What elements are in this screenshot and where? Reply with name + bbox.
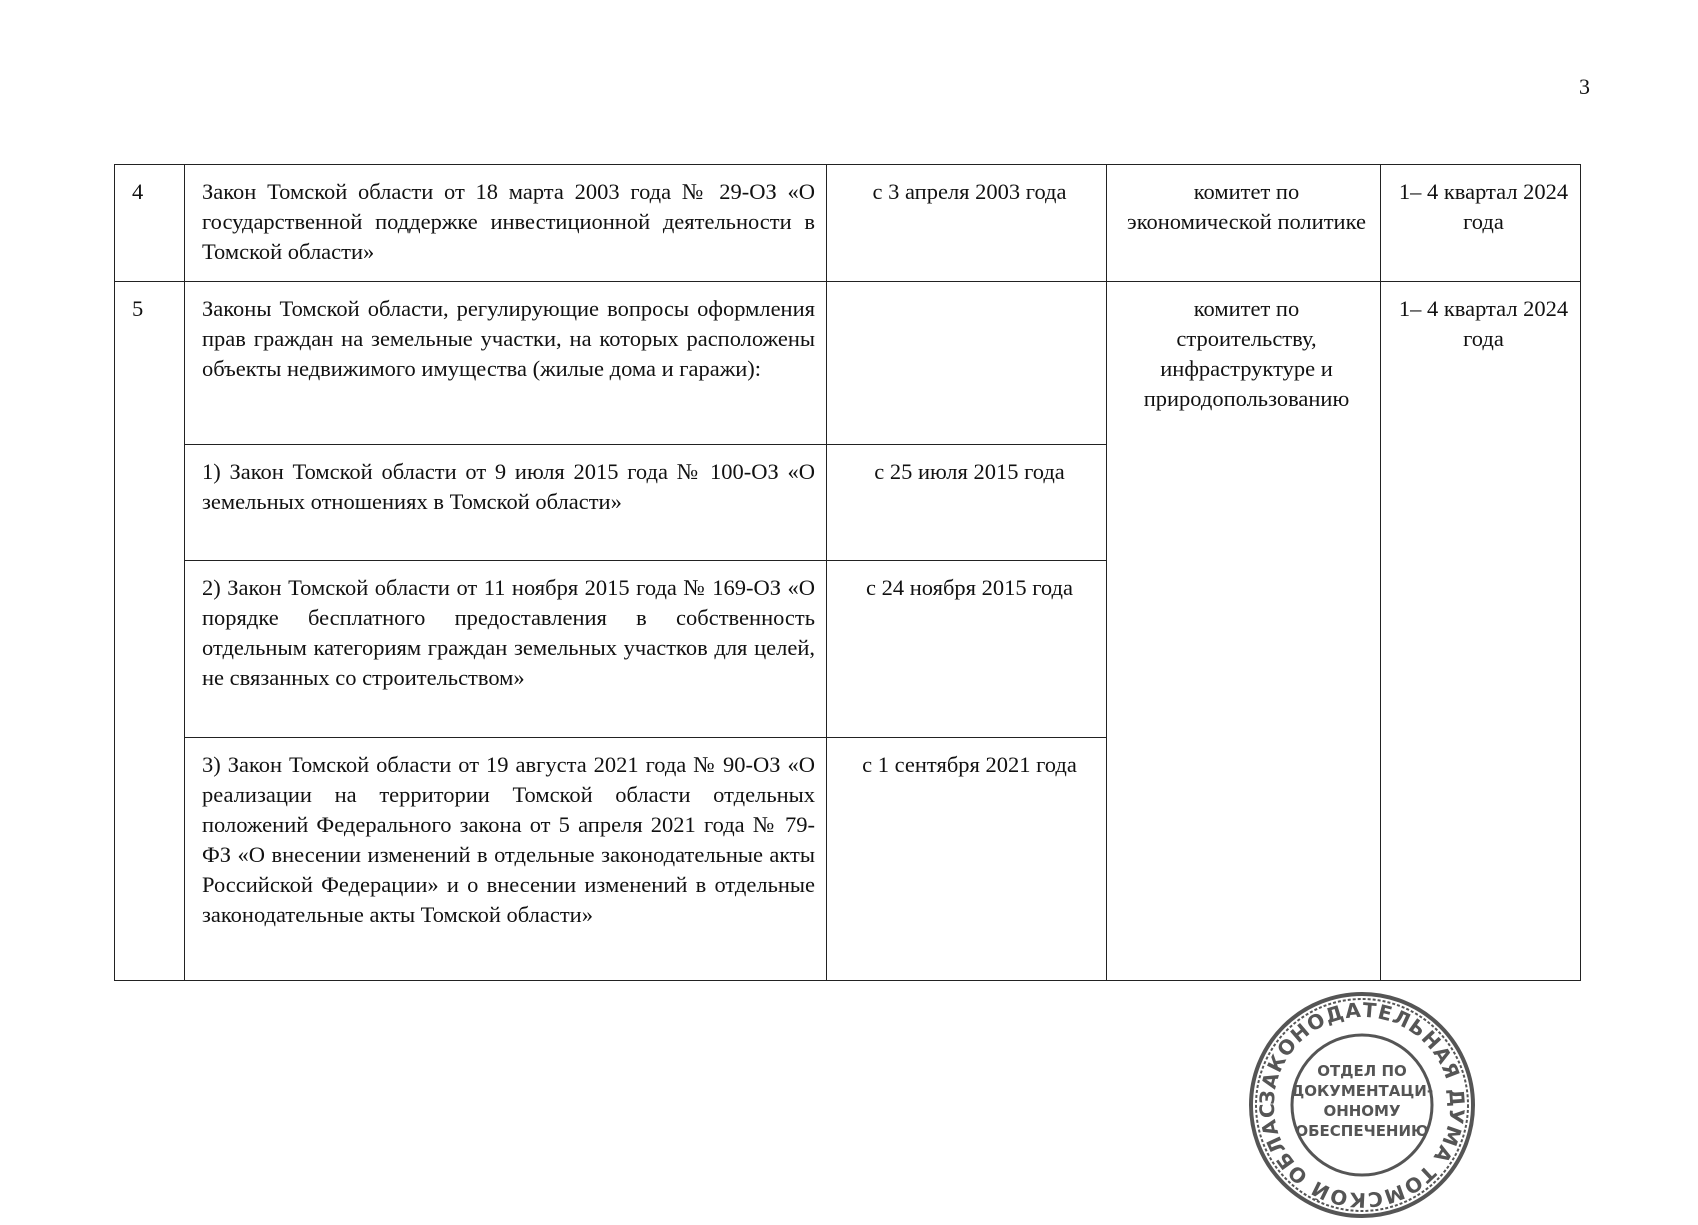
stamp-center-line: ДОКУМЕНТАЦИ- xyxy=(1290,1082,1434,1100)
effective-date: с 25 июля 2015 года xyxy=(827,445,1107,561)
law-title: 1) Закон Томской области от 9 июля 2015 года № 100-ОЗ «О земельных отношениях в Томской области» xyxy=(185,445,827,561)
stamp-seal-icon xyxy=(1247,990,1477,1220)
law-title: 2) Закон Томской области от 11 ноября 2015 года № 169-ОЗ «О порядке бесплатного предоставления в собственность отдельным категориям граждан земельных участков для целей, не связанных со строительством» xyxy=(185,561,827,738)
stamp-ring-text: ЗАКОНОДАТЕЛЬНАЯ ДУМА ТОМСКОЙ ОБЛАС xyxy=(1254,997,1470,1213)
row-number: 5 xyxy=(115,282,185,981)
responsible-committee: комитет по строительству, инфраструктуре и природопользованию xyxy=(1107,282,1381,981)
law-group-intro: Законы Томской области, регулирующие вопросы оформления прав граждан на земельные участки, на которых расположены объекты недвижимого имущества (жилые дома и гаражи): xyxy=(185,282,827,445)
monitoring-term: 1– 4 квартал 2024 года xyxy=(1381,165,1581,282)
effective-date: с 24 ноября 2015 года xyxy=(827,561,1107,738)
law-title: 3) Закон Томской области от 19 августа 2021 года № 90-ОЗ «О реализации на территории Томской области отдельных положений Федерального закона от 5 апреля 2021 года № 79-ФЗ «О внесении изменений в отдельные законодательные акты Российской Федерации» и о внесении изменений в отдельные законодательные акты Томской области» xyxy=(185,738,827,981)
effective-date: с 3 апреля 2003 года xyxy=(827,165,1107,282)
document-table xyxy=(114,164,1581,981)
table-row xyxy=(115,282,1581,445)
table-row xyxy=(115,165,1581,282)
page-number: 3 xyxy=(1579,74,1590,99)
row-number: 4 xyxy=(115,165,185,282)
effective-date: с 1 сентября 2021 года xyxy=(827,738,1107,981)
law-title: Закон Томской области от 18 марта 2003 года № 29-ОЗ «О государственной поддержке инвестиционной деятельности в Томской области» xyxy=(185,165,827,282)
stamp-center-line: ОТДЕЛ ПО xyxy=(1317,1062,1407,1080)
monitoring-term: 1– 4 квартал 2024 года xyxy=(1381,282,1581,981)
responsible-committee: комитет по экономической политике xyxy=(1107,165,1381,282)
stamp-center-line: ОННОМУ xyxy=(1323,1102,1401,1120)
stamp-center-line: ОБЕСПЕЧЕНИЮ xyxy=(1295,1122,1429,1140)
effective-date-empty xyxy=(827,282,1107,445)
official-stamp xyxy=(1247,990,1477,1220)
